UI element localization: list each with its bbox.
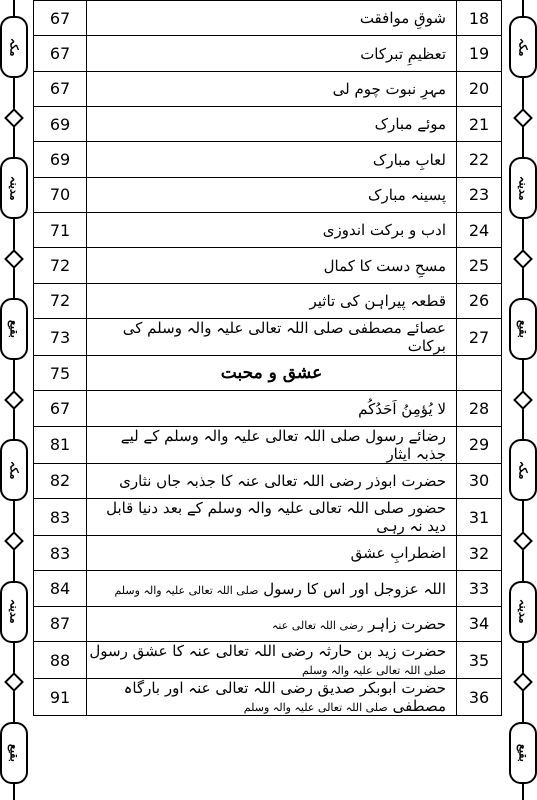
page-number: 81 <box>34 426 87 463</box>
entry-title-text: حضرت زید بن حارثہ رضی اللہ تعالی عنہ کا عشق رسول <box>89 642 446 661</box>
knot-ornament-icon <box>4 672 24 692</box>
medallion-madinah-icon <box>0 157 28 219</box>
knot-ornament-icon <box>513 672 533 692</box>
entry-title-honorific: رضی اللہ تعالی عنہ <box>271 618 364 632</box>
entry-number <box>457 356 502 391</box>
table-row <box>34 1 502 36</box>
page-number: 70 <box>34 177 87 212</box>
entry-title-text: اللہ عزوجل اور اس کا رسول <box>263 579 446 598</box>
medallion-madinah-icon <box>0 581 28 643</box>
entry-title-honorific: صلی اللہ تعالی علیہ والہ وسلم <box>243 701 388 715</box>
entry-title <box>87 571 457 606</box>
medallion-baqi-icon <box>0 722 28 784</box>
entry-title <box>87 642 457 679</box>
entry-number: 23 <box>457 177 502 212</box>
entry-number: 22 <box>457 142 502 177</box>
table-row <box>34 642 502 679</box>
table-of-contents <box>33 0 502 716</box>
entry-number: 25 <box>457 248 502 283</box>
page-number: 83 <box>34 499 87 536</box>
entry-number: 34 <box>457 606 502 641</box>
entry-title-text: حضرت زاہر <box>368 614 446 633</box>
entry-title <box>87 36 457 71</box>
table-row <box>34 107 502 142</box>
entry-number: 21 <box>457 107 502 142</box>
entry-title-text: شوقِ موافقت <box>359 9 446 28</box>
table-row <box>34 177 502 212</box>
entry-title <box>87 213 457 248</box>
page-number: 84 <box>34 571 87 606</box>
page-number: 67 <box>34 391 87 426</box>
page-number: 91 <box>34 679 87 716</box>
page-number: 87 <box>34 606 87 641</box>
medallion-word: مدینہ <box>7 176 21 201</box>
entry-title <box>87 177 457 212</box>
medallion-word: مدینہ <box>516 176 530 201</box>
table-row <box>34 319 502 356</box>
entry-title-text: عصائے مصطفی صلی اللہ تعالی علیہ والہ وسلم کی برکات <box>122 319 446 356</box>
page-number: 69 <box>34 142 87 177</box>
entry-title-text: اضطرابِ عشق <box>350 544 446 563</box>
entry-number: 28 <box>457 391 502 426</box>
table-row <box>34 283 502 318</box>
entry-title <box>87 283 457 318</box>
medallion-word: مکہ <box>516 461 530 480</box>
page-number: 73 <box>34 319 87 356</box>
page-number: 67 <box>34 1 87 36</box>
entry-title-text: مہرِ نبوت چوم لی <box>332 79 446 98</box>
section-title <box>87 356 457 391</box>
table-row <box>34 248 502 283</box>
medallion-baqi-icon <box>509 722 537 784</box>
entry-number: 19 <box>457 36 502 71</box>
table-row <box>34 499 502 536</box>
entry-number: 24 <box>457 213 502 248</box>
entry-number: 32 <box>457 536 502 571</box>
entry-title-text: عشق و محبت <box>220 363 323 384</box>
medallion-makkah-icon <box>509 439 537 501</box>
page-number: 75 <box>34 356 87 391</box>
entry-number: 26 <box>457 283 502 318</box>
entry-title <box>87 606 457 641</box>
entry-title <box>87 319 457 356</box>
entry-title <box>87 499 457 536</box>
entry-title-text: تعظیمِ تبرکات <box>360 44 446 63</box>
table-row <box>34 36 502 71</box>
entry-title-text: حضور صلی اللہ تعالی علیہ والہ وسلم کے بعد دنیا قابل دید نہ رہی <box>106 499 446 536</box>
knot-ornament-icon <box>513 531 533 551</box>
medallion-baqi-icon <box>509 298 537 360</box>
entry-title <box>87 107 457 142</box>
page-number: 82 <box>34 463 87 498</box>
medallion-word: بقیع <box>7 743 21 762</box>
medallion-word: بقیع <box>7 320 21 339</box>
medallion-word: مدینہ <box>516 599 530 624</box>
table-row <box>34 391 502 426</box>
knot-ornament-icon <box>4 531 24 551</box>
entry-title <box>87 536 457 571</box>
entry-title-honorific: صلی اللہ تعالی علیہ والہ وسلم <box>302 664 446 678</box>
medallion-makkah-icon <box>509 16 537 78</box>
entry-title <box>87 679 457 716</box>
page-number: 88 <box>34 642 87 679</box>
page-number: 67 <box>34 36 87 71</box>
knot-ornament-icon <box>4 390 24 410</box>
medallion-makkah-icon <box>0 439 28 501</box>
entry-title <box>87 248 457 283</box>
table-row <box>34 142 502 177</box>
entry-title-text: موئے مبارک <box>374 115 446 134</box>
entry-title-text: مسحِ دست کا کمال <box>323 256 446 275</box>
table-row <box>34 463 502 498</box>
entry-title <box>87 142 457 177</box>
entry-number: 35 <box>457 642 502 679</box>
decorative-border-right <box>509 0 537 800</box>
entry-number: 33 <box>457 571 502 606</box>
medallion-baqi-icon <box>0 298 28 360</box>
entry-number: 27 <box>457 319 502 356</box>
entry-title <box>87 1 457 36</box>
table-row <box>34 679 502 716</box>
medallion-word: مکہ <box>7 38 21 57</box>
entry-title-text: قطعہ پیراہن کی تاثیر <box>309 291 446 310</box>
entry-title-text: حضرت ابوذر رضی اللہ تعالی عنہ کا جذبہ جاں نثاری <box>119 471 446 490</box>
table-row <box>34 536 502 571</box>
knot-ornament-icon <box>4 249 24 269</box>
entry-number: 18 <box>457 1 502 36</box>
section-heading-row <box>34 356 502 391</box>
entry-title-text: ادب و برکت اندوزی <box>322 221 446 240</box>
entry-title-text: حضرت ابوبکر صدیق رضی اللہ تعالی عنہ اور بارگاہ مصطفی <box>123 679 446 716</box>
page-number: 83 <box>34 536 87 571</box>
entry-title <box>87 71 457 106</box>
knot-ornament-icon <box>4 108 24 128</box>
knot-ornament-icon <box>513 108 533 128</box>
medallion-madinah-icon <box>509 157 537 219</box>
medallion-makkah-icon <box>0 16 28 78</box>
table-row <box>34 606 502 641</box>
page-number: 71 <box>34 213 87 248</box>
entry-title-text: پسینہ مبارک <box>368 185 446 204</box>
page-number: 67 <box>34 71 87 106</box>
medallion-word: مکہ <box>7 461 21 480</box>
decorative-border-left <box>0 0 28 800</box>
entry-title-honorific: صلی اللہ تعالی علیہ والہ وسلم <box>114 583 259 597</box>
entry-title <box>87 463 457 498</box>
table-row <box>34 571 502 606</box>
entry-title-text: لعابِ مبارک <box>372 150 446 169</box>
entry-number: 36 <box>457 679 502 716</box>
entry-number: 29 <box>457 426 502 463</box>
medallion-word: بقیع <box>516 320 530 339</box>
page-number: 69 <box>34 107 87 142</box>
medallion-word: مدینہ <box>7 599 21 624</box>
entry-number: 30 <box>457 463 502 498</box>
entry-title-text: رضائے رسول صلی اللہ تعالی علیہ والہ وسلم کے لیے جذبہ ایثار <box>120 426 446 463</box>
entry-title-text: لا یُؤمِنُ اَحَدُکُم <box>358 399 446 418</box>
table-row <box>34 71 502 106</box>
knot-ornament-icon <box>513 390 533 410</box>
page-number: 72 <box>34 283 87 318</box>
entry-number: 20 <box>457 71 502 106</box>
table-row <box>34 426 502 463</box>
table-row <box>34 213 502 248</box>
knot-ornament-icon <box>513 249 533 269</box>
medallion-word: بقیع <box>516 743 530 762</box>
page-number: 72 <box>34 248 87 283</box>
medallion-madinah-icon <box>509 581 537 643</box>
entry-title <box>87 426 457 463</box>
entry-title <box>87 391 457 426</box>
entry-number: 31 <box>457 499 502 536</box>
medallion-word: مکہ <box>516 38 530 57</box>
